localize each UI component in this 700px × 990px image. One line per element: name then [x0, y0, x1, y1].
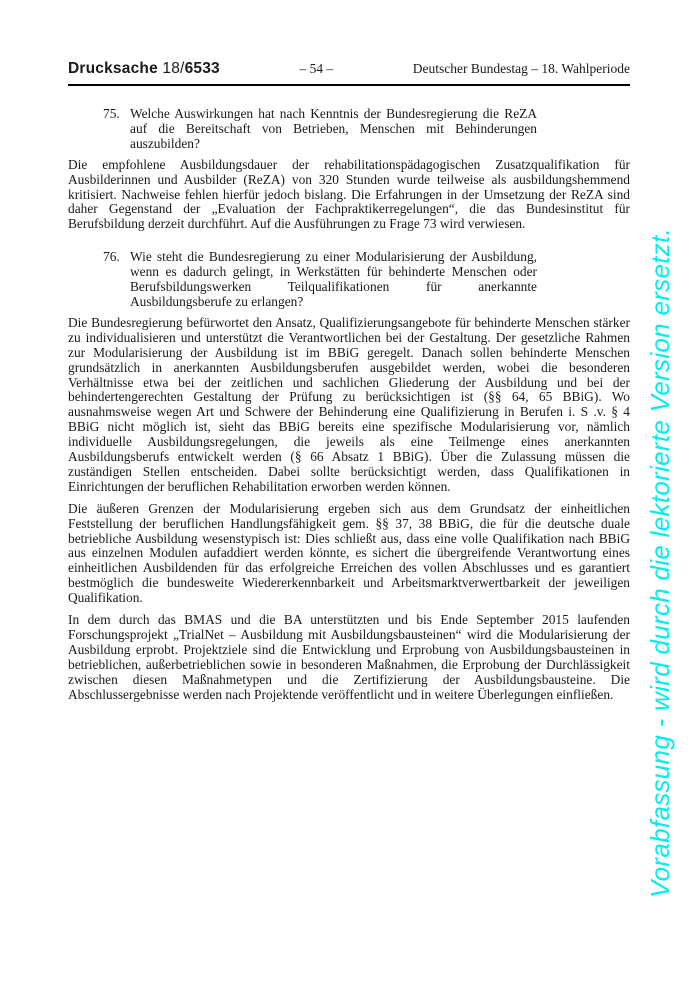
- answer-75-paragraph-1: Die empfohlene Ausbildungsdauer der rehabilitationspädagogischen Zusatzqualifikation für Ausbilderinnen und Ausbilder (ReZA) von 320 Stunden wurde teilweise als ausbildungshemmend kritisiert. Nachweise fehlen hierfür jedoch bislang. Die Erfahrungen in der Umsetzung der ReZA sind daher Gegenstand der „Evaluation der Fachpraktikerregelungen“, die das Bundesinstitut für Berufsbildung derzeit durchführt. Auf die Ausführungen zu Frage 73 wird verwiesen.: [68, 156, 630, 232]
- page-content: [68, 60, 630, 703]
- doc-reference: [68, 60, 220, 78]
- question-75: [103, 107, 537, 152]
- question-76: [103, 250, 537, 310]
- doc-label: Drucksache: [68, 60, 158, 77]
- question-75-number: 75.: [103, 106, 120, 121]
- header-right-text: Deutscher Bundestag – 18. Wahlperiode: [412, 61, 630, 76]
- question-76-text: Wie steht die Bundesregierung zu einer Modularisierung der Ausbildung, wenn es dadurch gelingt, in Werkstätten für behinderte Menschen oder Berufsbildungswerken Teilqualifikationen für anerkannte Ausbildungsberufe zu erlangen?: [130, 249, 537, 309]
- doc-number: 18/6533: [162, 60, 220, 77]
- question-75-text: Welche Auswirkungen hat nach Kenntnis der Bundesregierung die ReZA auf die Bereitschaft von Betrieben, Menschen mit Behinderungen auszubilden?: [130, 106, 537, 151]
- answer-76-paragraph-1: Die Bundesregierung befürwortet den Ansatz, Qualifizierungsangebote für behinderte Menschen stärker zu individualisieren und unterstützt die Verantwortlichen bei der Gestaltung. Der gesetzliche Rahmen zur Modularisierung der Ausbildung ist im BBiG geregelt. Danach sollen behinderte Menschen grundsätzlich in anerkannten Ausbildungsberufen ausgebildet werden, wobei die besonderen Verhältnisse etwa bei der zeitlichen und sachlichen Gliederung der Ausbildung und bei der behindertengerechten Gestaltung der Prüfung zu berücksichtigen ist (§§ 64, 65 BBiG). Wo ausnahmsweise wegen Art und Schwere der Behinderung eine Qualifizierung in Berufen i. S .v. § 4 BBiG nicht möglich ist, sieht das BBiG bereits eine spezifische Modularisierung vor, nämlich individuelle Ausbildungsregelungen, die jeweils als eine Teilmenge eines anerkannten Ausbildungsberufs entwickelt werden (§ 66 Absatz 1 BBiG). Über die Zulassung müssen die zuständigen Stellen entscheiden. Dabei sollte berücksichtigt werden, dass Qualifikationen in Einrichtungen der beruflichen Rehabilitation erworben werden können.: [68, 314, 630, 494]
- question-76-number: 76.: [103, 249, 120, 265]
- answer-76-paragraph-3: In dem durch das BMAS und die BA unterstützten und bis Ende September 2015 laufenden Forschungsprojekt „TrialNet – Ausbildung mit Ausbildungsbausteinen“ wird die Modularisierung der Ausbildung erprobt. Projektziele sind die Entwicklung und Erprobung von Ausbildungsbausteinen in betrieblichen, außerbetrieblichen sowie in besonderen Maßnahmen, die Erprobung der Durchlässigkeit zwischen diesen Maßnahmetypen und die Zertifizierung der Ausbildungsbausteine. Die Abschlussergebnisse werden nach Projektende veröffentlicht und in weitere Überlegungen einfließen.: [68, 612, 630, 702]
- page-header: [68, 60, 630, 86]
- answer-76-paragraph-2: Die äußeren Grenzen der Modularisierung ergeben sich aus dem Grundsatz der einheitlichen Feststellung der beruflichen Handlungsfähigkeit gem. §§ 37, 38 BBiG, die für die deutsche duale betriebliche Ausbildung wesenstypisch ist: Dies schließt aus, dass eine volle Qualifikation nach BBiG aus einzelnen Modulen aufaddiert werden könnte, es sichert die übergreifende Verantwortung eines einheitlichen Ausbildenden für das erfolgreiche Erreichen des vollen Abschlusses und es garantiert bestmöglich die bundesweite Wiedererkennbarkeit und Arbeitsmarktverwertbarkeit der jeweiligen Qualifikation.: [68, 500, 630, 606]
- page-number: – 54 –: [299, 61, 334, 76]
- watermark-vertical-text: Vorabfassung - wird durch die lektorierte Version ersetzt.: [645, 227, 675, 898]
